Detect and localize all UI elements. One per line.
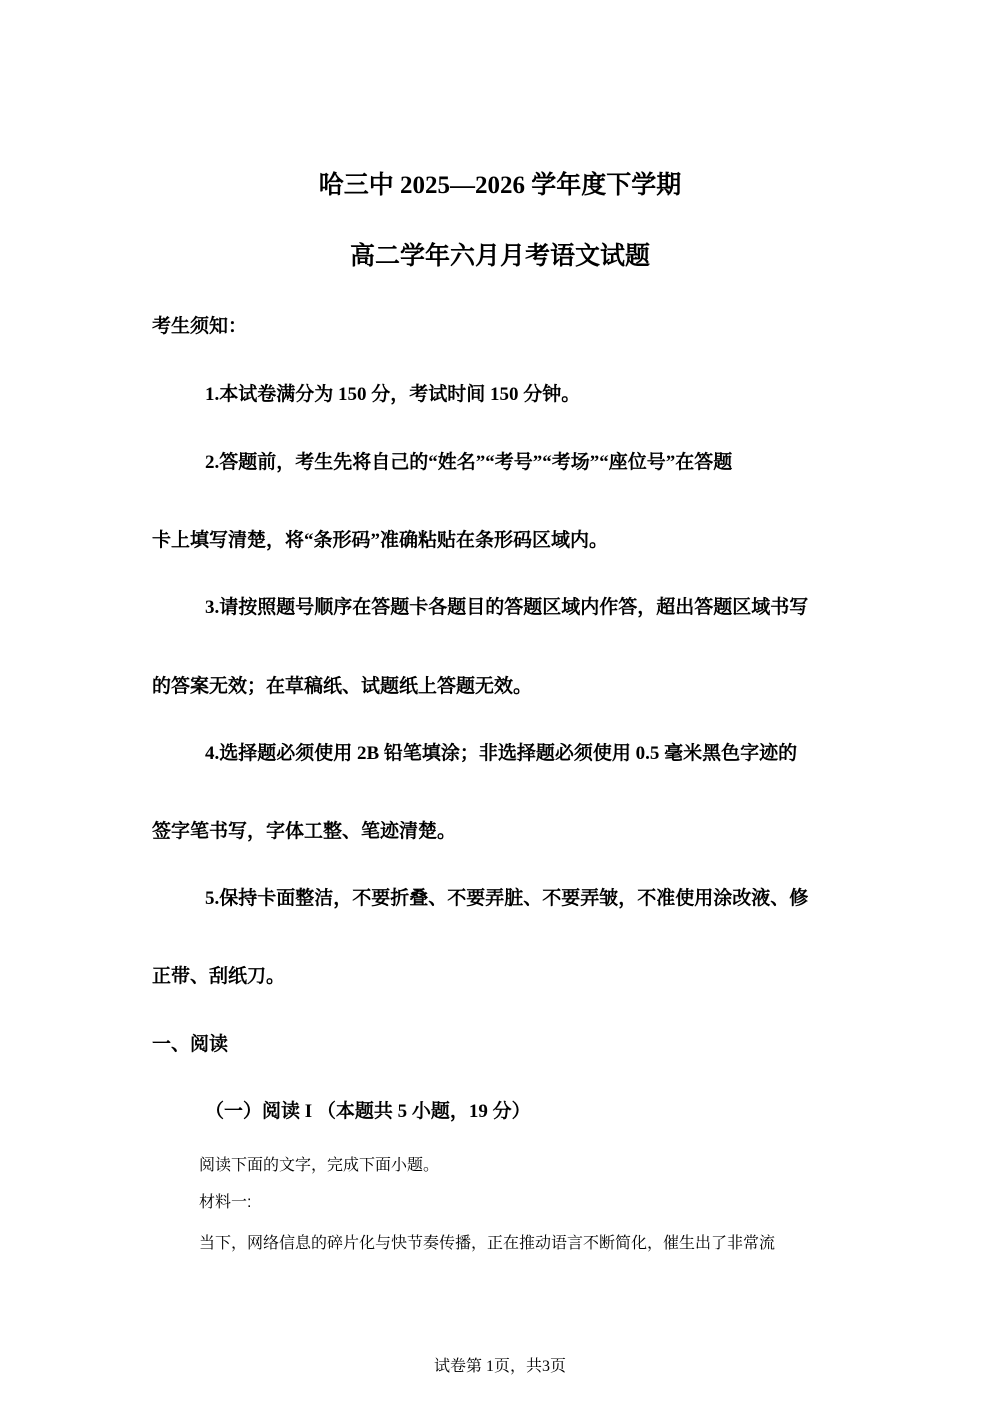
notice-heading: 考生须知： [152,316,248,337]
section-heading: 一、阅读 [152,1034,229,1055]
notice-item-4-line1: 4.选择题必须使用 2B 铅笔填涂；非选择题必须使用 0.5 毫米黑色字迹的 [205,743,798,764]
notice-item-2-line2: 卡上填写清楚，将“条形码”准确粘贴在条形码区域内。 [152,530,609,551]
section-subheading: （一）阅读 I （本题共 5 小题，19 分） [205,1101,531,1122]
notice-item-5-line2: 正带、刮纸刀。 [152,966,286,987]
notice-item-2-line1: 2.答题前，考生先将自己的“姓名”“考号”“考场”“座位号”在答题 [205,452,733,473]
reading-instruction: 阅读下面的文字，完成下面小题。 [199,1157,440,1174]
material-paragraph: 当下，网络信息的碎片化与快节奏传播，正在推动语言不断简化，催生出了非常流 [199,1235,776,1252]
notice-item-3-line2: 的答案无效；在草稿纸、试题纸上答题无效。 [152,676,533,697]
notice-item-1: 1.本试卷满分为 150 分，考试时间 150 分钟。 [205,384,581,405]
material-label: 材料一: [199,1194,252,1211]
notice-item-5-line1: 5.保持卡面整洁，不要折叠、不要弄脏、不要弄皱，不准使用涂改液、修 [205,888,809,909]
exam-title-line1: 哈三中 2025—2026 学年度下学期 [318,172,682,199]
exam-title-line2: 高二学年六月月考语文试题 [349,243,650,270]
notice-item-3-line1: 3.请按照题号顺序在答题卡各题目的答题区域内作答，超出答题区域书写 [205,597,809,618]
page-footer: 试卷第 1页，共3页 [433,1358,566,1375]
notice-item-4-line2: 签字笔书写，字体工整、笔迹清楚。 [152,821,457,842]
